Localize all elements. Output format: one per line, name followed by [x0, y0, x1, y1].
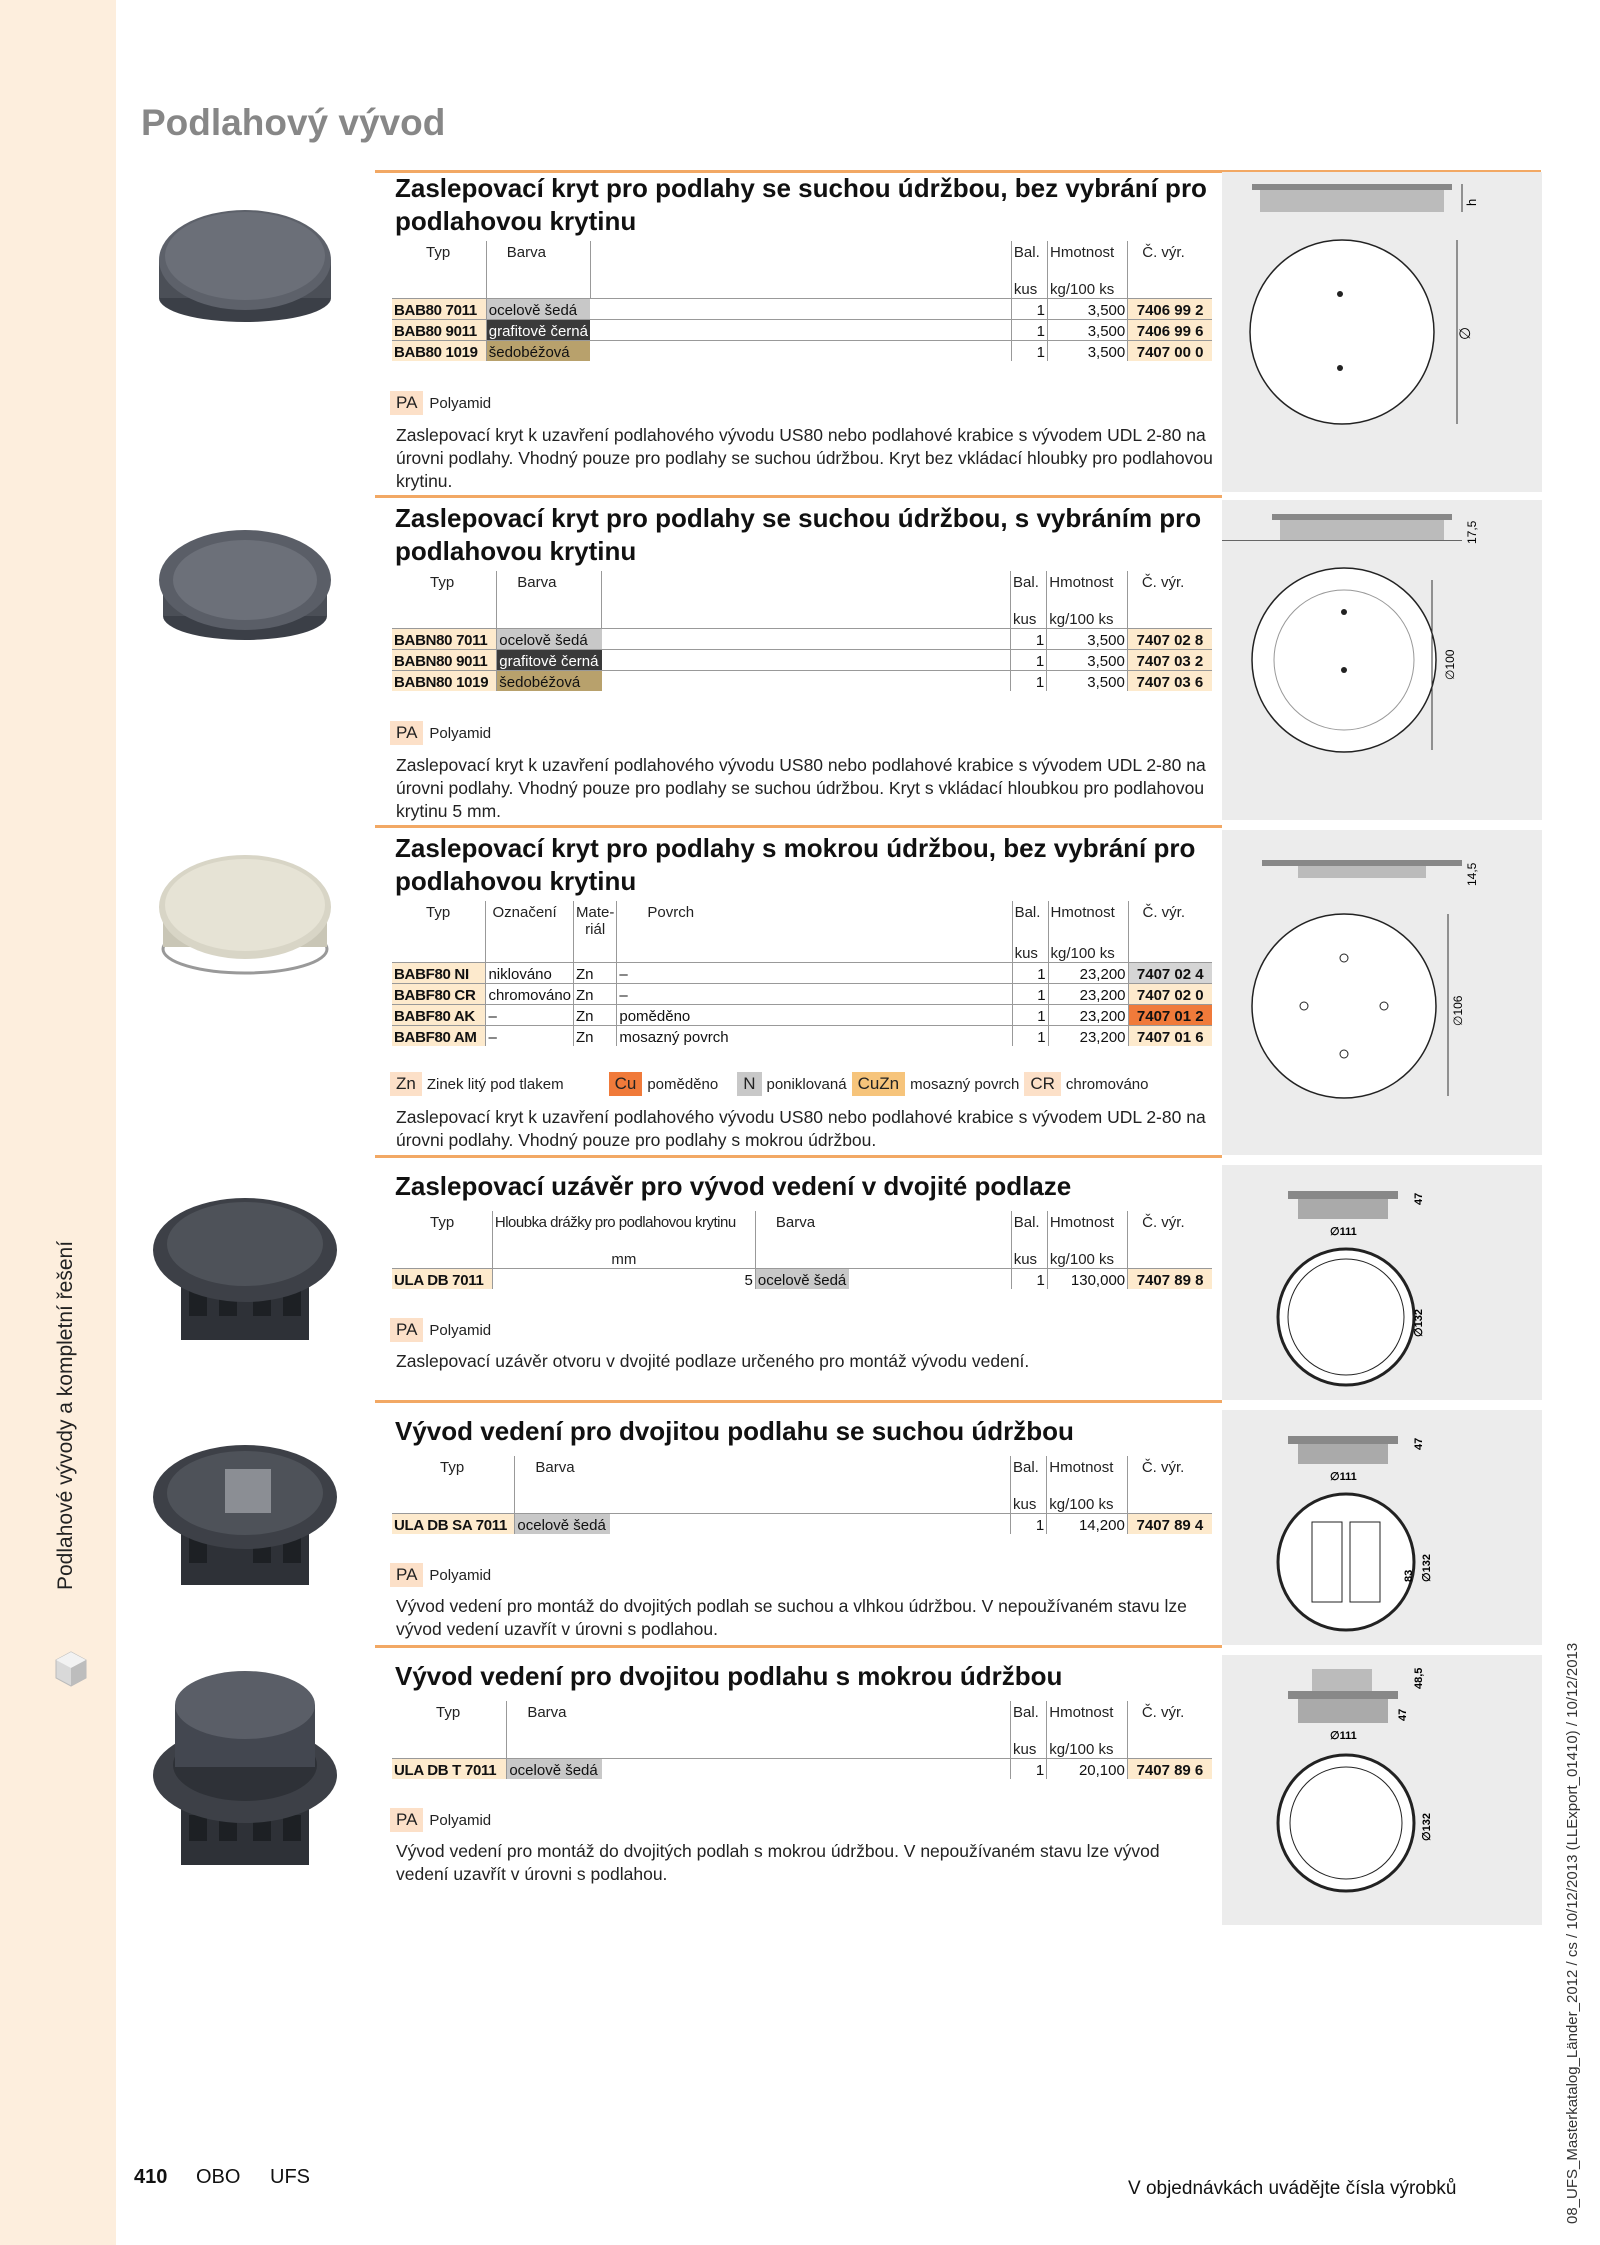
- product-description: Zaslepovací kryt k uzavření podlahového vývodu US80 nebo podlahové krabice s vývodem UDL 2-80 na úrovni podlahy. Vhodný pouze pro podlahy se suchou údržbou. Kryt bez vkládací hloubky pro podlahovou krytinu.: [396, 425, 1213, 491]
- package-qty: 1: [1012, 1025, 1048, 1046]
- product-table: [392, 1701, 1212, 1779]
- col-header-hmotnost: Hmotnost: [1048, 241, 1128, 263]
- product-number: 7407 00 0: [1128, 340, 1212, 361]
- col-header-bal: Bal.: [1011, 571, 1047, 593]
- product-number: 7407 02 0: [1128, 983, 1212, 1004]
- dimension-label: 47: [1397, 1708, 1409, 1721]
- product-number: 7407 02 4: [1128, 962, 1212, 983]
- table-row: [392, 298, 1212, 319]
- groove-depth: 5: [492, 1268, 755, 1289]
- product-title: [395, 502, 1225, 568]
- dimension-label: ∅111: [1330, 1226, 1357, 1238]
- material-name: poniklovaná: [766, 1075, 847, 1093]
- package-qty: 1: [1011, 670, 1047, 691]
- col-header-barva: Barva: [515, 1456, 610, 1478]
- unit-weight: kg/100 ks: [1047, 593, 1128, 628]
- package-qty: 1: [1012, 983, 1048, 1004]
- designation: chromováno: [486, 983, 574, 1004]
- material: Zn: [574, 1004, 617, 1025]
- package-qty: 1: [1011, 1758, 1047, 1779]
- weight-value: 14,200: [1047, 1513, 1128, 1534]
- material-legend: [390, 1563, 491, 1587]
- col-header-material-line: Mate-: [576, 904, 615, 921]
- surface: –: [617, 962, 1012, 983]
- weight-value: 23,200: [1048, 983, 1128, 1004]
- product-title-line: Zaslepovací kryt pro podlahy s mokrou údržbou, bez vybrání pro: [395, 833, 1196, 863]
- surface: poměděno: [617, 1004, 1012, 1025]
- table-row: [392, 340, 1212, 361]
- product-code: BABN80 1019: [392, 670, 497, 691]
- weight-value: 3,500: [1048, 298, 1128, 319]
- technical-drawing: [1222, 500, 1542, 820]
- material-code-badge: CR: [1024, 1072, 1061, 1096]
- material-name: Polyamid: [429, 724, 492, 742]
- divider: [375, 1645, 1222, 1648]
- product-photo: [145, 1180, 345, 1350]
- weight-value: 23,200: [1048, 962, 1128, 983]
- unit-weight: kg/100 ks: [1047, 1233, 1127, 1268]
- dimension-label: ∅100: [1443, 649, 1457, 680]
- product-photo: [145, 1645, 345, 1875]
- product-code: BABF80 NI: [392, 962, 486, 983]
- product-title-line: podlahovou krytinu: [395, 206, 637, 236]
- product-title-line: Zaslepovací kryt pro podlahy se suchou údržbou, s vybráním pro: [395, 503, 1202, 533]
- product-code: BABN80 9011: [392, 649, 497, 670]
- divider: [375, 825, 1222, 828]
- product-code: ULA DB SA 7011: [392, 1513, 515, 1534]
- material-code-badge: N: [737, 1072, 761, 1096]
- col-header-typ: Typ: [430, 574, 455, 591]
- weight-value: 3,500: [1048, 319, 1128, 340]
- col-header-hmotnost: Hmotnost: [1047, 1211, 1127, 1233]
- product-photo: [145, 520, 345, 650]
- col-header-hmotnost: Hmotnost: [1047, 571, 1128, 593]
- table-row: [392, 1513, 1212, 1534]
- unit-kus: kus: [1012, 938, 1048, 962]
- product-code: ULA DB 7011: [392, 1268, 492, 1289]
- designation: –: [486, 1004, 574, 1025]
- col-header-typ: Typ: [440, 1459, 465, 1476]
- material-legend: [390, 721, 491, 745]
- col-header-hmotnost: Hmotnost: [1048, 901, 1128, 938]
- dimension-label: 17,5: [1465, 520, 1479, 544]
- col-header-bal: Bal.: [1011, 1211, 1047, 1233]
- product-title: Zaslepovací uzávěr pro vývod vedení v dvojité podlaze: [395, 1171, 1072, 1201]
- material-name: mosazný povrch: [910, 1075, 1020, 1093]
- dimension-label: ∅132: [1413, 1309, 1425, 1337]
- table-row: [392, 983, 1212, 1004]
- unit-kus: kus: [1011, 1233, 1047, 1268]
- weight-value: 23,200: [1048, 1004, 1128, 1025]
- col-header-cvyr: Č. výr.: [1127, 1701, 1212, 1723]
- table-row: [392, 670, 1212, 691]
- color-cell: ocelově šedá: [497, 628, 602, 649]
- unit-kus: kus: [1011, 1723, 1047, 1758]
- designation: niklováno: [486, 962, 574, 983]
- col-header-typ: Typ: [426, 904, 451, 921]
- unit-kus: kus: [1011, 1478, 1047, 1513]
- weight-value: 130,000: [1047, 1268, 1127, 1289]
- col-header-typ: Typ: [436, 1704, 461, 1721]
- material-code-badge: PA: [390, 1563, 423, 1587]
- footer-note: V objednávkách uvádějte čísla výrobků: [1128, 2178, 1457, 2199]
- package-qty: 1: [1012, 1004, 1048, 1025]
- designation: –: [486, 1025, 574, 1046]
- unit-weight: kg/100 ks: [1047, 1478, 1128, 1513]
- dimension-label: 14,5: [1465, 862, 1479, 886]
- unit-mm: mm: [492, 1233, 755, 1268]
- table-row: [392, 962, 1212, 983]
- footer-brand: OBO: [196, 2166, 241, 2188]
- divider: [375, 1155, 1222, 1158]
- unit-weight: kg/100 ks: [1047, 1723, 1128, 1758]
- technical-drawing: [1222, 1410, 1542, 1645]
- divider: [375, 1400, 1222, 1403]
- package-qty: 1: [1011, 298, 1047, 319]
- table-row: [392, 1025, 1212, 1046]
- dimension-label: ∅132: [1421, 1554, 1433, 1582]
- material-legend: [390, 1318, 491, 1342]
- col-header-cvyr: Č. výr.: [1128, 1211, 1212, 1233]
- product-photo: [145, 200, 345, 330]
- weight-value: 3,500: [1047, 649, 1128, 670]
- col-header-cvyr: Č. výr.: [1127, 1456, 1212, 1478]
- dimension-label: 83: [1403, 1569, 1415, 1582]
- product-table: [392, 1211, 1212, 1289]
- material-name: Polyamid: [429, 1811, 492, 1829]
- color-cell: ocelově šedá: [515, 1513, 610, 1534]
- col-header-material-line: riál: [585, 921, 606, 938]
- col-header-hmotnost: Hmotnost: [1047, 1701, 1128, 1723]
- dimension-label: ∅: [1457, 326, 1474, 340]
- material-code-badge: PA: [390, 721, 423, 745]
- table-row: [392, 319, 1212, 340]
- col-header-bal: Bal.: [1011, 241, 1047, 263]
- product-number: 7406 99 2: [1128, 298, 1212, 319]
- material-code-badge: PA: [390, 391, 423, 415]
- material-code-badge: PA: [390, 1318, 423, 1342]
- product-description: Zaslepovací uzávěr otvoru v dvojité podlaze určeného pro montáž vývodu vedení.: [396, 1351, 1030, 1371]
- package-qty: 1: [1011, 319, 1047, 340]
- product-title: [395, 832, 1225, 898]
- unit-kus: kus: [1011, 263, 1047, 298]
- package-qty: 1: [1012, 962, 1048, 983]
- material-legend: [390, 1072, 1148, 1096]
- dimension-label: ∅111: [1330, 1471, 1357, 1483]
- package-qty: 1: [1011, 628, 1047, 649]
- product-code: BAB80 7011: [392, 298, 486, 319]
- package-qty: 1: [1011, 1513, 1047, 1534]
- table-row: [392, 649, 1212, 670]
- col-header-bal: Bal.: [1011, 1456, 1047, 1478]
- col-header-bal: Bal.: [1011, 1701, 1047, 1723]
- product-table: [392, 901, 1212, 1046]
- material: Zn: [574, 962, 617, 983]
- col-header-barva: Barva: [486, 241, 590, 263]
- product-photo: [145, 845, 345, 985]
- unit-weight: kg/100 ks: [1048, 263, 1128, 298]
- product-code: BABN80 7011: [392, 628, 497, 649]
- product-title: [395, 172, 1225, 238]
- col-header-cvyr: Č. výr.: [1127, 571, 1212, 593]
- dimension-label: 47: [1413, 1437, 1425, 1450]
- material-name: Polyamid: [429, 1566, 492, 1584]
- product-title-line: Zaslepovací kryt pro podlahy se suchou údržbou, bez vybrání pro: [395, 173, 1207, 203]
- material-name: chromováno: [1065, 1075, 1149, 1093]
- product-code: BAB80 1019: [392, 340, 486, 361]
- color-cell: grafitově černá: [497, 649, 602, 670]
- col-header-cvyr: Č. výr.: [1128, 901, 1212, 938]
- product-table: [392, 571, 1212, 691]
- sidebar-section-label: Podlahové vývody a kompletní řešení: [54, 1240, 77, 1590]
- page-title: Podlahový vývod: [141, 102, 446, 143]
- material: Zn: [574, 1025, 617, 1046]
- product-number: 7407 02 8: [1127, 628, 1212, 649]
- dimension-label: 47: [1413, 1192, 1425, 1205]
- weight-value: 23,200: [1048, 1025, 1128, 1046]
- color-cell: grafitově černá: [486, 319, 590, 340]
- col-header-hloubka: Hloubka drážky pro podlahovou krytinu: [492, 1211, 755, 1233]
- material-code-badge: PA: [390, 1808, 423, 1832]
- product-number: 7407 03 6: [1127, 670, 1212, 691]
- surface: mosazný povrch: [617, 1025, 1012, 1046]
- col-header-barva: Barva: [507, 1701, 602, 1723]
- color-cell: ocelově šedá: [755, 1268, 848, 1289]
- product-number: 7407 89 6: [1127, 1758, 1212, 1779]
- product-number: 7407 01 2: [1128, 1004, 1212, 1025]
- weight-value: 3,500: [1047, 628, 1128, 649]
- product-description: Zaslepovací kryt k uzavření podlahového vývodu US80 nebo podlahové krabice s vývodem UDL 2-80 na úrovni podlahy. Vhodný pouze pro podlahy se suchou údržbou. Kryt s vkládací hloubkou pro podlahovou krytinu 5 mm.: [396, 755, 1206, 821]
- weight-value: 3,500: [1047, 670, 1128, 691]
- table-row: [392, 1758, 1212, 1779]
- dimension-label: ∅132: [1421, 1813, 1433, 1841]
- product-code: BAB80 9011: [392, 319, 486, 340]
- col-header-povrch: Povrch: [617, 901, 1012, 938]
- color-cell: ocelově šedá: [507, 1758, 602, 1779]
- material-code-badge: Zn: [390, 1072, 422, 1096]
- divider: [375, 495, 1222, 498]
- product-title-line: podlahovou krytinu: [395, 536, 637, 566]
- material-name: Polyamid: [429, 394, 492, 412]
- weight-value: 3,500: [1048, 340, 1128, 361]
- col-header-hmotnost: Hmotnost: [1047, 1456, 1128, 1478]
- product-number: 7407 89 8: [1128, 1268, 1212, 1289]
- dimension-label: ∅111: [1330, 1730, 1357, 1742]
- dimension-label: ∅106: [1451, 995, 1465, 1026]
- product-title: Vývod vedení pro dvojitou podlahu s mokrou údržbou: [395, 1661, 1063, 1691]
- product-number: 7406 99 6: [1128, 319, 1212, 340]
- product-number: 7407 89 4: [1127, 1513, 1212, 1534]
- cube-icon: [54, 1650, 88, 1688]
- unit-weight: kg/100 ks: [1048, 938, 1128, 962]
- product-code: BABF80 CR: [392, 983, 486, 1004]
- product-code: BABF80 AM: [392, 1025, 486, 1046]
- package-qty: 1: [1011, 649, 1047, 670]
- technical-drawing: [1222, 1655, 1542, 1925]
- col-header-material: [574, 901, 617, 938]
- material-legend: [390, 391, 491, 415]
- table-row: [392, 1004, 1212, 1025]
- technical-drawing: [1222, 1165, 1542, 1400]
- color-cell: šedobéžová: [486, 340, 590, 361]
- product-description: Zaslepovací kryt k uzavření podlahového vývodu US80 nebo podlahové krabice s vývodem UDL 2-80 na úrovni podlahy. Vhodný pouze pro podlahy s mokrou údržbou.: [396, 1107, 1206, 1150]
- material-name: Zinek litý pod tlakem: [426, 1075, 564, 1093]
- dimension-label: 48,5: [1413, 1667, 1425, 1689]
- col-header-cvyr: Č. výr.: [1128, 241, 1212, 263]
- col-header-oznaceni: Označení: [486, 901, 574, 938]
- material-code-badge: CuZn: [852, 1072, 906, 1096]
- weight-value: 20,100: [1047, 1758, 1128, 1779]
- package-qty: 1: [1011, 1268, 1047, 1289]
- material-name: Polyamid: [429, 1321, 492, 1339]
- technical-drawing: [1222, 172, 1542, 492]
- color-cell: ocelově šedá: [486, 298, 590, 319]
- table-row: [392, 628, 1212, 649]
- product-number: 7407 01 6: [1128, 1025, 1212, 1046]
- col-header-typ: Typ: [430, 1214, 455, 1231]
- technical-drawing: [1222, 830, 1542, 1155]
- dimension-label: h: [1464, 198, 1479, 206]
- product-table: [392, 1456, 1212, 1534]
- color-cell: šedobéžová: [497, 670, 602, 691]
- col-header-typ: Typ: [426, 244, 451, 261]
- col-header-barva: Barva: [497, 571, 602, 593]
- product-code: ULA DB T 7011: [392, 1758, 507, 1779]
- footer-section: UFS: [270, 2166, 310, 2188]
- product-code: BABF80 AK: [392, 1004, 486, 1025]
- product-title: Vývod vedení pro dvojitou podlahu se suchou údržbou: [395, 1416, 1074, 1446]
- material-code-badge: Cu: [609, 1072, 643, 1096]
- material-legend: [390, 1808, 491, 1832]
- table-row: [392, 1268, 1212, 1289]
- material-name: poměděno: [647, 1075, 719, 1093]
- unit-kus: kus: [1011, 593, 1047, 628]
- package-qty: 1: [1011, 340, 1047, 361]
- product-photo: [145, 1425, 345, 1595]
- col-header-barva: Barva: [755, 1211, 848, 1233]
- page-number: 410: [134, 2166, 168, 2188]
- product-description: Vývod vedení pro montáž do dvojitých podlah se suchou a vlhkou údržbou. V nepoužívaném stavu lze vývod vedení uzavřít v úrovni s podlahou.: [396, 1596, 1187, 1639]
- col-header-bal: Bal.: [1012, 901, 1048, 938]
- product-table: [392, 241, 1212, 361]
- product-description: Vývod vedení pro montáž do dvojitých podlah s mokrou údržbou. V nepoužívaném stavu lze vývod vedení uzavřít v úrovni s podlahou.: [396, 1841, 1160, 1884]
- product-title-line: podlahovou krytinu: [395, 866, 637, 896]
- catalog-export-note: 08_UFS_Masterkatalog_Länder_2012 / cs / 10/12/2013 (LLExport_01410) / 10/12/2013: [1564, 1642, 1581, 2224]
- surface: –: [617, 983, 1012, 1004]
- product-number: 7407 03 2: [1127, 649, 1212, 670]
- sidebar-band: [0, 0, 116, 2245]
- material: Zn: [574, 983, 617, 1004]
